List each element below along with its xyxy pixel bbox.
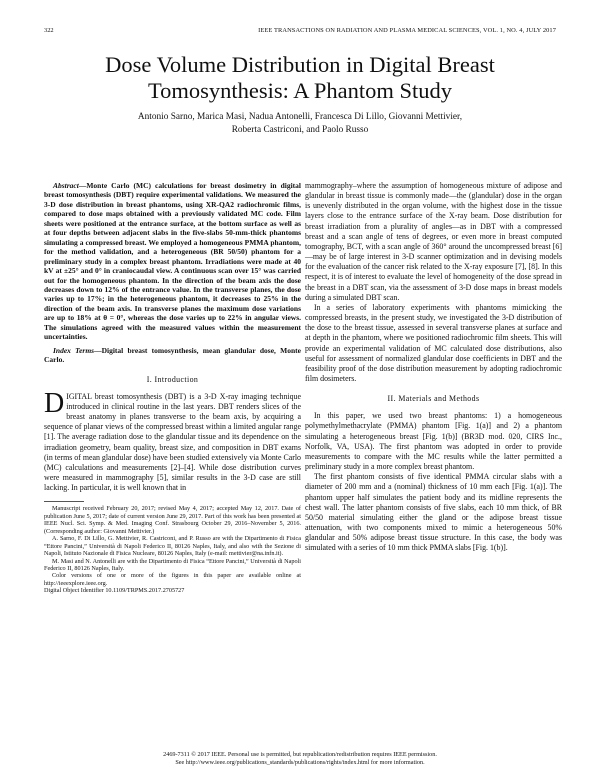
paper-title: Dose Volume Distribution in Digital Breast Tomosynthesis: A Phantom Study	[105, 52, 495, 103]
footnote-doi: Digital Object Identifier 10.1109/TRPMS.2017.2705727	[44, 587, 185, 595]
intro-paragraph-1-text: IGITAL breast tomosynthesis (DBT) is a 3-D X-ray imaging technique introduced in clinical routine in the last years. DBT renders slices of the breast anatomy in planes transverse to the beam axis, by acquiring a sequence of planar views of the compressed breast within a limited angular range [1]. The average radiation dose to the glandular tissue and its dependence on the irradiation geometry, beam quality, breast size, and composition in DBT exams (in terms of mean glandular dose) have been studied extensively via Monte Carlo (MC) calculations and measurements [2]–[4]. While dose distribution curves were measured in mammography [5], similar results in the 3-D case are still lacking. In particular, it is well known that in	[44, 391, 301, 493]
methods-paragraph-2: The first phantom consists of five identical PMMA circular slabs with a diameter of 200 mm and a (nominal) thickness of 10 mm each [Fig. 1(a)]. The phantom upper half simulates the patient body and its midline represents the chest wall. The latter phantom consists of five slabs, each 10 mm thick, of BR 50/50 material simulating either the gland or the adipose breast tissue attenuation, with two components mixed to mimic a heterogeneous 50% glandular and 50% adipose breast tissue structure. In this case, the body was simulated with a series of 10 mm thick PMMA slabs [Fig. 1(b)].	[305, 472, 562, 553]
copyright-line: 2469-7311 © 2017 IEEE. Personal use is permitted, but republication/redistribution requires IEEE permission.	[163, 751, 437, 758]
footnote-color: Color versions of one or more of the figures in this paper are available online at http://ieeexplore.ieee.org.	[44, 572, 301, 587]
page-number: 322	[44, 27, 54, 34]
index-terms	[44, 346, 301, 365]
drop-cap: D	[44, 387, 65, 419]
running-header	[44, 27, 556, 37]
journal-name: IEEE TRANSACTIONS ON RADIATION AND PLASMA MEDICAL SCIENCES, VOL. 1, NO. 4, JULY 2017	[258, 27, 556, 34]
footnote-affiliation-1: A. Sarno, F. Di Lillo, G. Mettivier, R. Castriconi, and P. Russo are with the Dipartimento di Fisica “Ettore Pancini,” Università di Napoli Federico II, 80126 Naples, Italy, and also with the Sezione di Napoli, Istituto Nazionale di Fisica Nucleare, 80126 Naples, Italy (e-mail: mettivier@na.infn.it).	[44, 535, 301, 558]
index-terms-label: Index Terms	[53, 345, 95, 355]
abstract-text: —Monte Carlo (MC) calculations for breast dosimetry in digital breast tomosynthesis (DBT) require experimental validations. We measured the 3-D dose distribution in breast phantoms, using XR-QA2 radiochromic films, compared to dose maps obtained with a previously validated MC code. Film sheets were positioned at the entrance surface, at the bottom surface as well as at four depths between adjacent slabs in the five-slabs 50-mm-thick phantoms simulating a compressed breast. We employed a homogeneous PMMA phantom, for the method validation, and a heterogeneous (BR 50/50) phantom for a preliminary study in a complex breast phantom. Irradiations were made at 40 kV at ±25° and 0° in craniocaudal view. A continuous scan over 15° was carried out for the homogeneous phantom. In the direction of the beam axis the dose decreases down to 12% of the entrance value. In the transverse planes, the dose varies up to 17%; in the heterogeneous phantom, it decreases to 25% in the direction of the beam axis. In transverse planes the maximum dose variations are up to 18% at θ = 0°, whereas the dose varies up to 22% in angular views. The simulations agreed with the measured values within the measurement uncertainties.	[44, 181, 301, 342]
copyright-footer	[0, 751, 600, 766]
authors-line-2: Roberta Castriconi, and Paolo Russo	[231, 125, 369, 135]
left-column	[44, 181, 301, 595]
author-list	[44, 111, 556, 137]
right-column	[305, 181, 562, 553]
intro-paragraph-1	[44, 387, 301, 494]
index-terms-text: —Digital breast tomosynthesis, mean glandular dose, Monte Carlo.	[44, 345, 302, 365]
intro-paragraph-2: In a series of laboratory experiments with phantoms mimicking the compressed breasts, in the present study, we investigated the 3-D distribution of the dose to the breast tissue, assessed in several transverse planes at surface and at depth in the phantom, where we positioned radiochromic film sheets. This will provide an experimental validation of MC calculated dose distributions, also useful for assessment of normalized glandular dose coefficients in DBT and the feasibility proof of the dose distribution measurement by adopting radiochromic film dosimeters.	[305, 302, 562, 383]
intro-paragraph-1-continued: mammography–where the assumption of homogeneous mixture of adipose and glandular in breast tissue is commonly made—the (glandular) dose in the organ is unevenly distributed in the organ volume, with the highest dose in the tissue layers close to the entrance surface of the X-ray beam. Dose distribution for breast irradiation from a plurality of angles—as in DBT with a compressed breast and a scan angle of tens of degrees, or even more in breast computed tomography, BCT, with a scan angle of 360° around the uncompressed breast [6]—may be of large interest in 3-D scanner optimization and in devising models for the evaluation of the cancer risk related to the X-ray exposure [7], [8]. In this respect, it is of interest to evaluate the level of homogeneity of the dose spread in the breast in a DBT scan, via the assessment of 3-D dose maps in breast models during a simulated DBT scan.	[305, 181, 562, 302]
footnotes	[44, 505, 301, 594]
footnote-rule	[44, 501, 84, 502]
abstract-label: Abstract	[53, 181, 79, 190]
footnote-manuscript: Manuscript received February 20, 2017; revised May 4, 2017; accepted May 12, 2017. Date of publication June 5, 2017; date of current version June 29, 2017. Part of this work has been presented at IEEE Nucl. Sci. Symp. & Med. Imaging Conf. Strasbourg October 29, 2016–November 5, 2016. (Corresponding author: Giovanni Mettivier.)	[44, 505, 301, 535]
abstract	[44, 181, 301, 342]
section-heading-methods: II. Materials and Methods	[387, 394, 480, 404]
methods-paragraph-1: In this paper, we used two breast phantoms: 1) a homogeneous polymethylmethacrylate (PMMA) phantom [Fig. 1(a)] and 2) a phantom simulating a heterogeneous breast [Fig. 1(b)] (BR3D mod. 020, CIRS Inc., Norfolk, VA, USA). The first phantom was adopted in order to provide measurements to compare with the MC results while the latter permitted a preliminary study in a more complex breast phantom.	[305, 411, 562, 472]
footnote-affiliation-2: M. Masi and N. Antonelli are with the Dipartimento di Fisica “Ettore Pancini,” Università di Napoli Federico II, 80126 Naples, Italy.	[44, 557, 301, 572]
section-heading-introduction: I. Introduction	[146, 374, 199, 384]
rights-link-line: See http://www.ieee.org/publications_standards/publications/rights/index.html for more information.	[175, 758, 425, 766]
authors-line-1: Antonio Sarno, Marica Masi, Nadua Antonelli, Francesca Di Lillo, Giovanni Mettivier,	[137, 112, 463, 122]
